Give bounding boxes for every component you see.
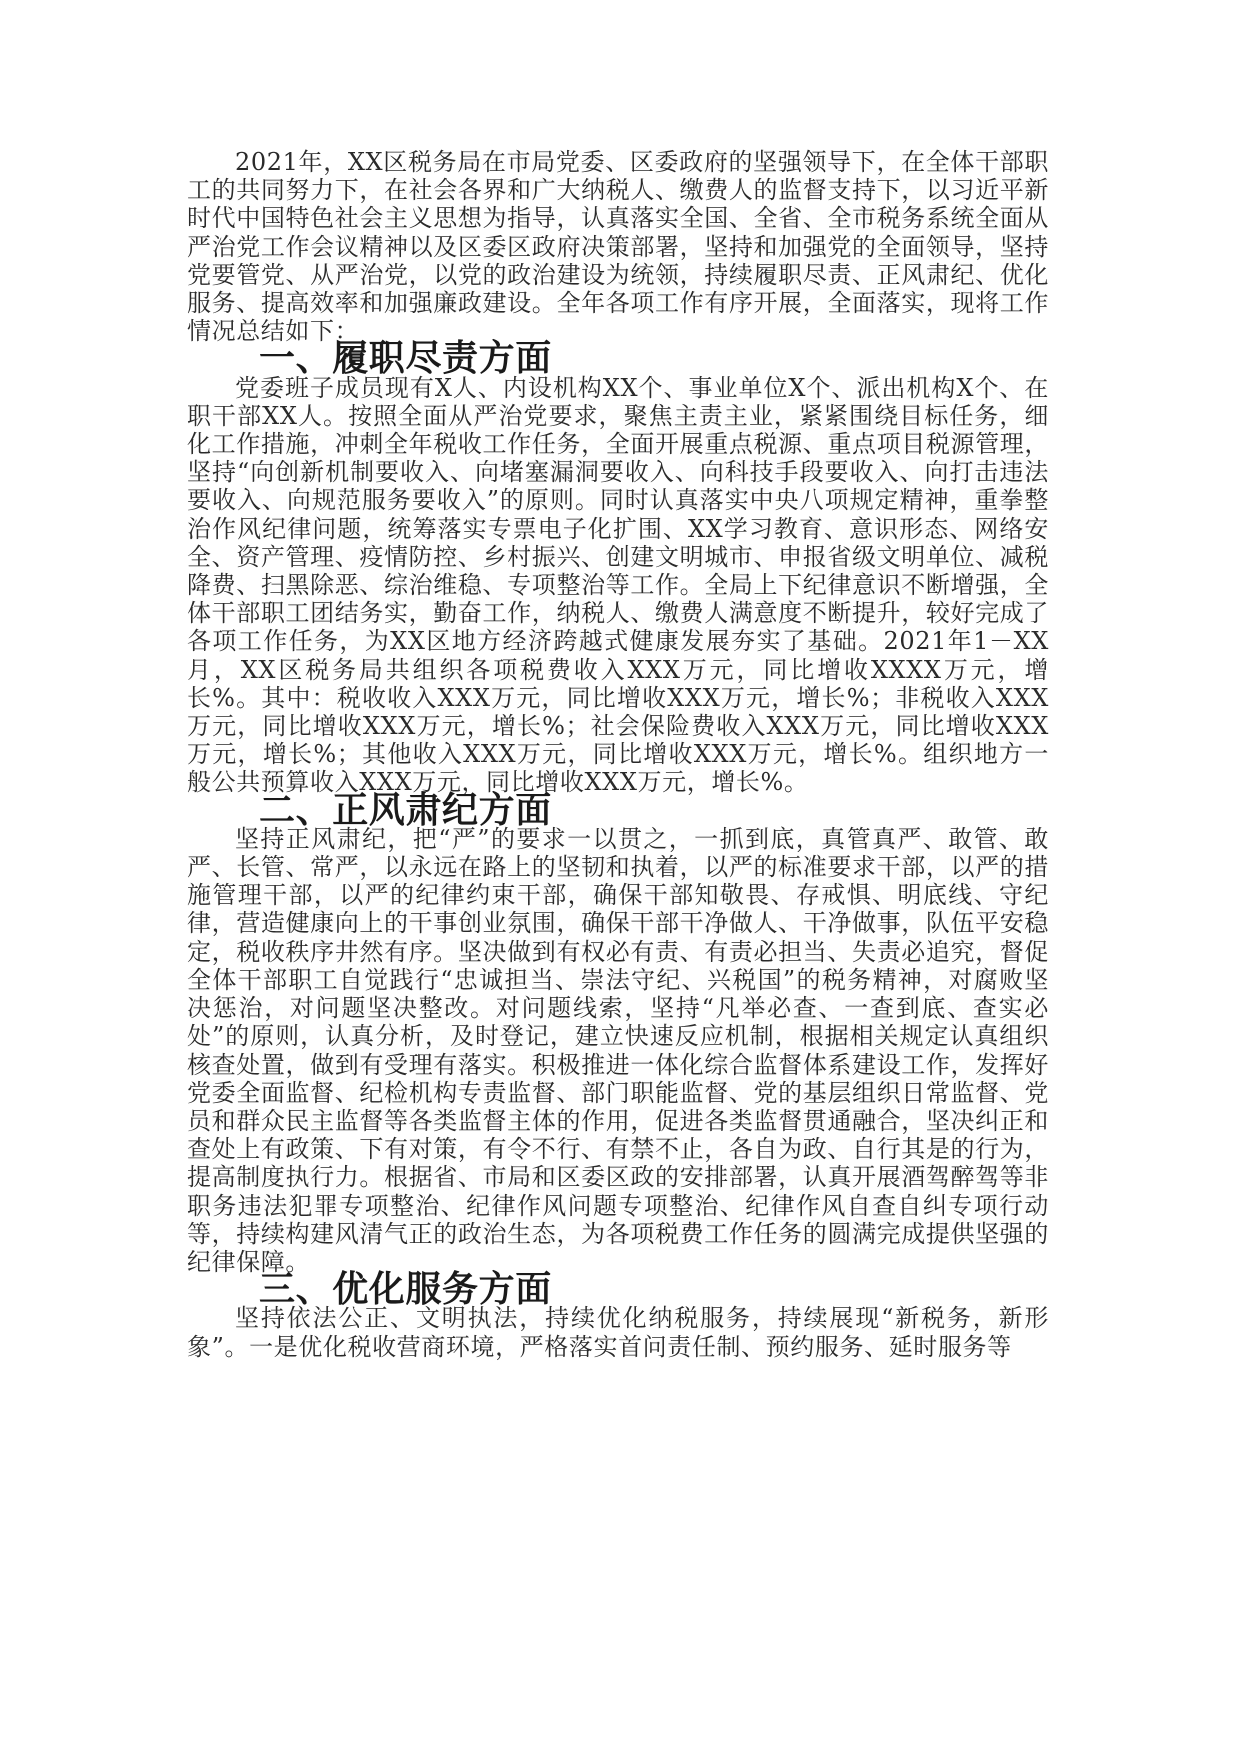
section-body-discipline: 坚持正风肃纪，把“严”的要求一以贯之，一抓到底，真管真严、敢管、敢严、长管、常严，以永远在路上的坚韧和执着，以严的标准要求干部，以严的措施管理干部，以严的纪律约束干部，确保干部知敬畏、存戒惧、明底线、守纪律，营造健康向上的干事创业氛围，确保干部干净做人、干净做事，队伍平安稳定，税收秩序井然有序。坚决做到有权必有责、有责必担当、失责必追究，督促全体干部职工自觉践行“忠诚担当、崇法守纪、兴税国”的税务精神，对腐败坚决惩治，对问题坚决整改。对问题线索，坚持“凡举必查、一查到底、查实必处”的原则，认真分析，及时登记，建立快速反应机制，根据相关规定认真组织核查处置，做到有受理有落实。积极推进一体化综合监督体系建设工作，发挥好党委全面监督、纪检机构专责监督、部门职能监督、党的基层组织日常监督、党员和群众民主监督等各类监督主体的作用，促进各类监督贯通融合，坚决纠正和查处上有政策、下有对策，有令不行、有禁不止，各自为政、自行其是的行为，提高制度执行力。根据省、市局和区委区政的安排部署，认真开展酒驾醉驾等非职务违法犯罪专项整治、纪律作风问题专项整治、纪律作风自查自纠专项行动等，持续构建风清气正的政治生态，为各项税费工作任务的圆满完成提供坚强的纪律保障。 — [187, 824, 1049, 1276]
section-heading-duty: 一、履职尽责方面 — [259, 338, 552, 380]
document-page — [187, 148, 1049, 1361]
intro-paragraph: 2021年，XX区税务局在市局党委、区委政府的坚强领导下，在全体干部职工的共同努力下，在社会各界和广大纳税人、缴费人的监督支持下，以习近平新时代中国特色社会主义思想为指导，认真落实全国、全省、全市税务系统全面从严治党工作会议精神以及区委区政府决策部署，坚持和加强党的全面领导，坚持党要管党、从严治党，以党的政治建设为统领，持续履职尽责、正风肃纪、优化服务、提高效率和加强廉政建设。全年各项工作有序开展，全面落实，现将工作情况总结如下： — [187, 148, 1049, 346]
section-body-service: 坚持依法公正、文明执法，持续优化纳税服务，持续展现“新税务，新形象”。一是优化税收营商环境，严格落实首问责任制、预约服务、延时服务等 — [187, 1304, 1049, 1361]
section-heading-discipline: 二、正风肃纪方面 — [259, 789, 552, 831]
section-body-duty: 党委班子成员现有X人、内设机构XX个、事业单位X个、派出机构X个、在职干部XX人。按照全面从严治党要求，聚焦主责主业，紧紧围绕目标任务，细化工作措施，冲刺全年税收工作任务，全面开展重点税源、重点项目税源管理，坚持“向创新机制要收入、向堵塞漏洞要收入、向科技手段要收入、向打击违法要收入、向规范服务要收入”的原则。同时认真落实中央八项规定精神，重拳整治作风纪律问题，统筹落实专票电子化扩围、XX学习教育、意识形态、网络安全、资产管理、疫情防控、乡村振兴、创建文明城市、申报省级文明单位、减税降费、扫黑除恶、综治维稳、专项整治等工作。全局上下纪律意识不断增强，全体干部职工团结务实，勤奋工作，纳税人、缴费人满意度不断提升，较好完成了各项工作任务，为XX区地方经济跨越式健康发展夯实了基础。2021年1－XX月，XX区税务局共组织各项税费收入XXX万元，同比增收XXXX万元，增长%。其中：税收收入XXX万元，同比增收XXX万元，增长%；非税收入XXX万元，同比增收XXX万元，增长%；社会保险费收入XXX万元，同比增收XXX万元，增长%；其他收入XXX万元，同比增收XXX万元，增长%。组织地方一般公共预算收入XXX万元，同比增收XXX万元，增长%。 — [187, 373, 1049, 797]
section-heading-service: 三、优化服务方面 — [259, 1269, 552, 1311]
